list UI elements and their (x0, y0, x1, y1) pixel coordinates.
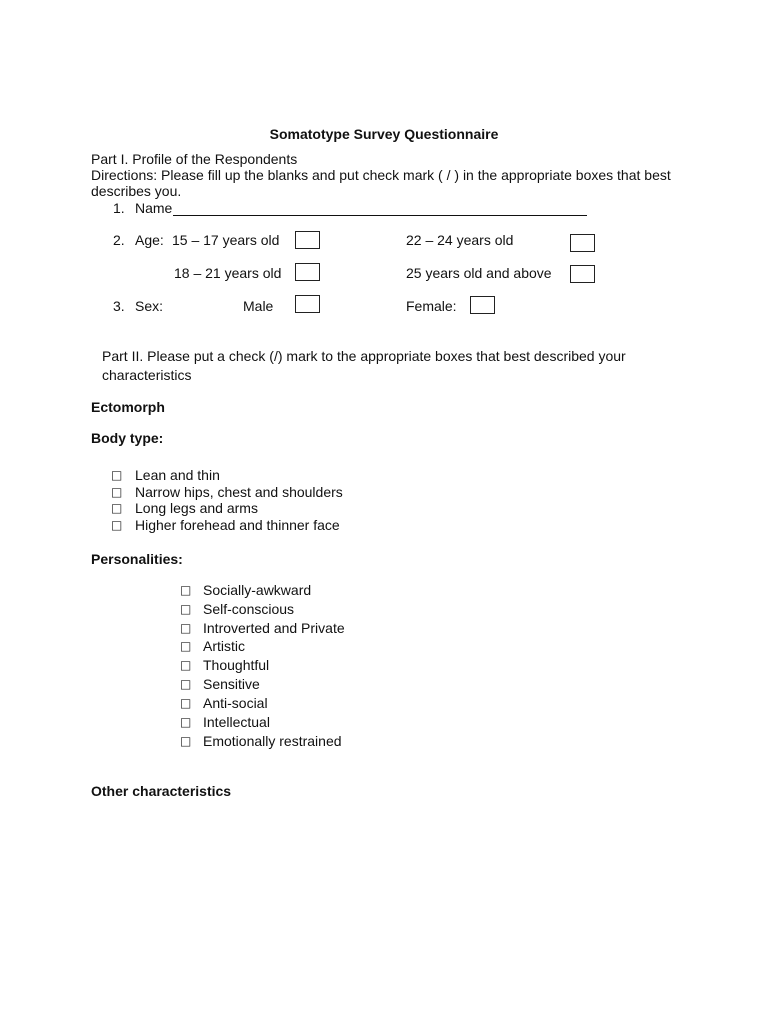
personalities-heading: Personalities: (91, 551, 183, 567)
name-input-line[interactable] (173, 215, 587, 216)
personality-item: Self-conscious (203, 601, 295, 617)
personality-item: Artistic (203, 638, 245, 654)
personality-item: Intellectual (203, 714, 270, 730)
checkbox-icon[interactable]: □ (180, 696, 192, 710)
checkbox-icon[interactable]: □ (111, 468, 123, 482)
part2-line-2: characteristics (102, 367, 192, 383)
checkbox-icon[interactable]: □ (180, 734, 192, 748)
directions-line-2: describes you. (91, 183, 182, 199)
age-checkbox-18-21[interactable] (295, 263, 320, 281)
checkbox-icon[interactable]: □ (180, 639, 192, 653)
document-title: Somatotype Survey Questionnaire (269, 126, 499, 142)
body-type-item: Long legs and arms (135, 500, 258, 516)
body-type-item: Higher forehead and thinner face (135, 517, 340, 533)
q3-sex-label: Sex: (135, 298, 164, 314)
checkbox-icon[interactable]: □ (111, 518, 123, 532)
sex-option-female: Female: (406, 298, 457, 314)
part1-heading: Part I. Profile of the Respondents (91, 151, 298, 167)
q2-age-label: Age: (135, 232, 164, 248)
body-type-item: Narrow hips, chest and shoulders (135, 484, 343, 500)
age-option-22-24: 22 – 24 years old (406, 232, 514, 248)
age-option-18-21: 18 – 21 years old (174, 265, 282, 281)
sex-checkbox-female[interactable] (470, 296, 495, 314)
body-type-item: Lean and thin (135, 467, 220, 483)
checkbox-icon[interactable]: □ (111, 501, 123, 515)
q1-name-label: Name (135, 200, 173, 216)
age-checkbox-25-above[interactable] (570, 265, 595, 283)
q3-number: 3. (113, 298, 125, 314)
checkbox-icon[interactable]: □ (111, 485, 123, 499)
personality-item: Sensitive (203, 676, 260, 692)
checkbox-icon[interactable]: □ (180, 677, 192, 691)
personality-item: Socially-awkward (203, 582, 312, 598)
checkbox-icon[interactable]: □ (180, 621, 192, 635)
part2-line-1: Part II. Please put a check (/) mark to the appropriate boxes that best described your (102, 348, 626, 364)
ectomorph-heading: Ectomorph (91, 399, 165, 415)
checkbox-icon[interactable]: □ (180, 602, 192, 616)
q1-number: 1. (113, 200, 125, 216)
checkbox-icon[interactable]: □ (180, 658, 192, 672)
age-checkbox-15-17[interactable] (295, 231, 320, 249)
age-option-25-above: 25 years old and above (406, 265, 552, 281)
personality-item: Introverted and Private (203, 620, 345, 636)
checkbox-icon[interactable]: □ (180, 583, 192, 597)
checkbox-icon[interactable]: □ (180, 715, 192, 729)
sex-checkbox-male[interactable] (295, 295, 320, 313)
sex-option-male: Male (243, 298, 274, 314)
directions-line-1: Directions: Please fill up the blanks and put check mark ( / ) in the appropriate boxes that best (91, 167, 671, 183)
personality-item: Emotionally restrained (203, 733, 342, 749)
age-option-15-17: 15 – 17 years old (172, 232, 280, 248)
q2-number: 2. (113, 232, 125, 248)
personality-item: Thoughtful (203, 657, 270, 673)
age-checkbox-22-24[interactable] (570, 234, 595, 252)
body-type-heading: Body type: (91, 430, 164, 446)
personality-item: Anti-social (203, 695, 268, 711)
other-characteristics-heading: Other characteristics (91, 783, 232, 799)
